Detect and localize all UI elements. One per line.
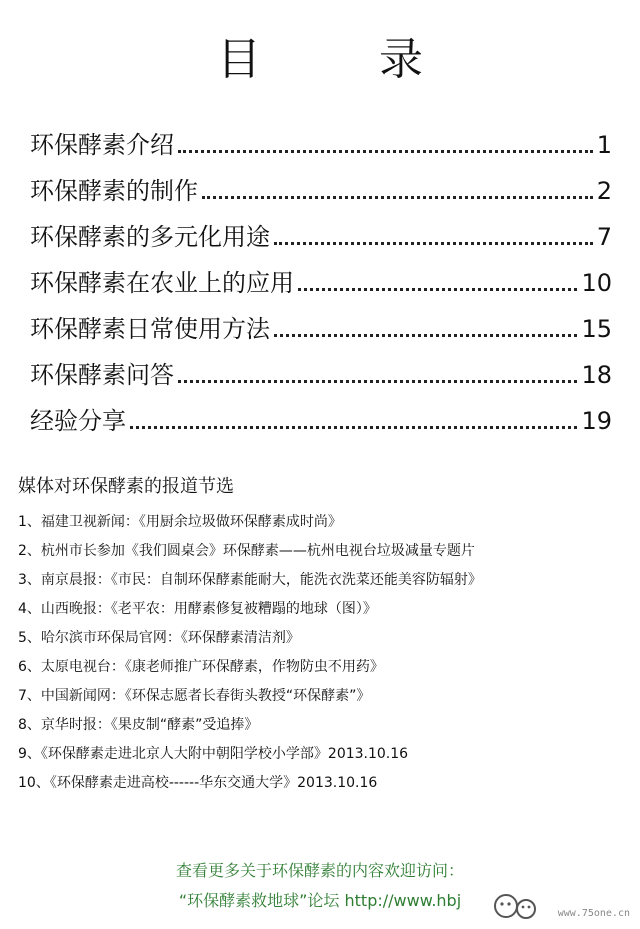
report-item: 8、京华时报：《果皮制“酵素”受追捧》: [18, 717, 259, 733]
toc-entry-page: 18: [581, 361, 612, 389]
toc-entry[interactable]: [30, 344, 612, 390]
toc-leader-dots: [178, 150, 593, 153]
toc-leader-dots: [298, 288, 577, 291]
toc-leader-dots: [130, 426, 577, 429]
toc-entry-page: 10: [581, 269, 612, 297]
toc-entry-label: 环保酵素介绍: [30, 131, 174, 159]
reports-list: [18, 508, 628, 798]
toc-entry-label: 经验分享: [30, 407, 126, 435]
report-item: 9、《环保酵素走进北京人大附中朝阳学校小学部》2013.10.16: [18, 746, 409, 762]
toc-entry-page: 2: [596, 177, 612, 205]
footer-line-2[interactable]: “环保酵素救地球”论坛 http://www.hbj: [178, 891, 462, 910]
report-item: 5、哈尔滨市环保局官网：《环保酵素清洁剂》: [18, 630, 300, 646]
toc-entry-page: 19: [581, 407, 612, 435]
toc-entry[interactable]: [30, 114, 612, 160]
toc-entry[interactable]: [30, 160, 612, 206]
report-item: 10、《环保酵素走进高校------华东交通大学》2013.10.16: [18, 775, 378, 791]
toc-entry-page: 1: [596, 131, 612, 159]
report-item: 6、太原电视台：《康老师推广环保酵素，作物防虫不用药》: [18, 659, 384, 675]
toc-entry[interactable]: [30, 298, 612, 344]
report-item: 1、福建卫视新闻：《用厨余垃圾做环保酵素成时尚》: [18, 514, 342, 530]
watermark-logo-icon: [492, 889, 544, 923]
toc-entry[interactable]: [30, 390, 612, 436]
toc-leader-dots: [202, 196, 593, 199]
table-of-contents: [30, 114, 612, 436]
report-item: 3、南京晨报：《市民：自制环保酵素能耐大，能洗衣洗菜还能美容防辐射》: [18, 572, 482, 588]
page-title: 目 录: [217, 34, 475, 85]
toc-entry-label: 环保酵素日常使用方法: [30, 315, 270, 343]
footer-line-1: 查看更多关于环保酵素的内容欢迎访问：: [175, 861, 464, 880]
watermark-text: www.75one.cn: [557, 908, 630, 919]
toc-leader-dots: [274, 242, 593, 245]
toc-entry-label: 环保酵素的制作: [30, 177, 198, 205]
toc-entry-label: 环保酵素的多元化用途: [30, 223, 270, 251]
toc-entry-label: 环保酵素问答: [30, 361, 174, 389]
toc-entry-page: 15: [581, 315, 612, 343]
toc-leader-dots: [178, 380, 577, 383]
report-item: 7、中国新闻网：《环保志愿者长春街头教授“环保酵素”》: [18, 688, 371, 704]
toc-entry-page: 7: [596, 223, 612, 251]
toc-entry-label: 环保酵素在农业上的应用: [30, 269, 294, 297]
report-item: 2、杭州市长参加《我们圆桌会》环保酵素——杭州电视台垃圾减量专题片: [18, 543, 475, 559]
toc-entry[interactable]: [30, 252, 612, 298]
footer: [0, 856, 640, 916]
reports-heading: 媒体对环保酵素的报道节选: [18, 476, 234, 497]
report-item: 4、山西晚报：《老平农：用酵素修复被糟蹋的地球（图）》: [18, 601, 377, 617]
toc-leader-dots: [274, 334, 577, 337]
toc-entry[interactable]: [30, 206, 612, 252]
